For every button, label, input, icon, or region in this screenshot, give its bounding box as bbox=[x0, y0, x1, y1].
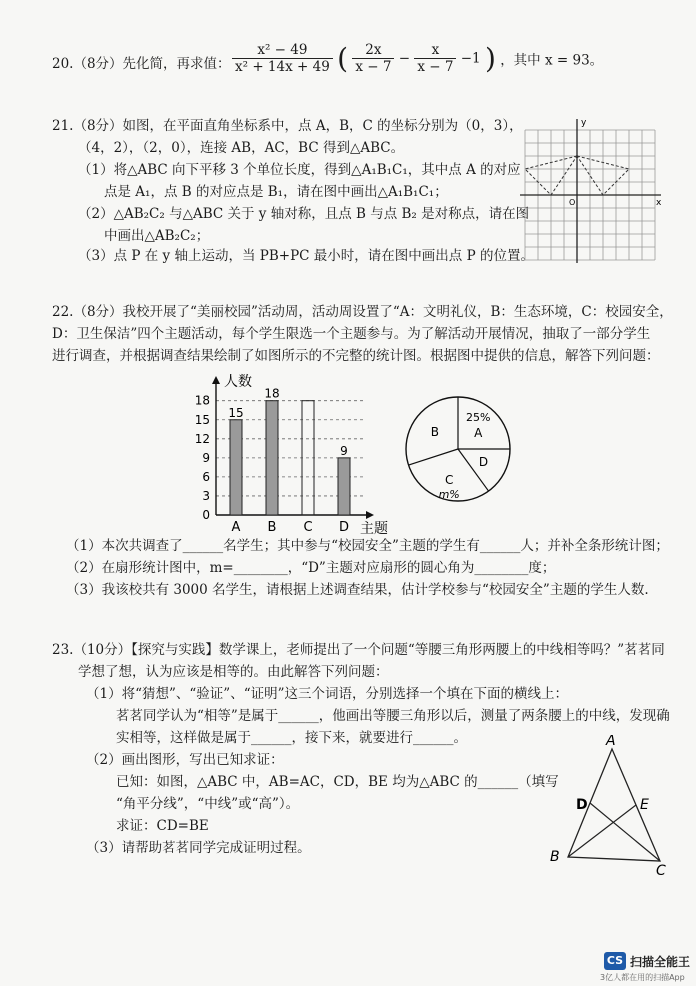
q22-line-3: 进行调查，并根据调查结果绘制了如图所示的不完整的统计图。根据图中提供的信息，解答下列问题： bbox=[52, 348, 660, 364]
q23-part-1a: 茗茗同学认为“相等”是属于______，他画出等腰三角形以后，测量了两条腰上的中线，发现确 bbox=[116, 708, 670, 724]
pie-slice-label: A bbox=[474, 425, 483, 440]
y-tick-label: 0 bbox=[202, 508, 210, 522]
bar-chart bbox=[190, 370, 390, 540]
q21-line-1: 21.（8分）如图，在平面直角坐标系中，点 A，B，C 的坐标分别为（0，3）， bbox=[52, 118, 523, 134]
y-tick-label: 3 bbox=[202, 488, 210, 503]
q23-line-2: 学想了想，认为应该是相等的。由此解答下列问题： bbox=[78, 664, 389, 680]
x-axis-arrow-icon bbox=[366, 511, 374, 519]
q21-part-3: （3）点 P 在 y 轴上运动，当 PB+PC 最小时，请在图中画出点 P 的位置。 bbox=[78, 248, 534, 264]
pie-slice-label: C bbox=[444, 473, 454, 488]
bar-data-label: 9 bbox=[340, 443, 348, 458]
q20-fraction-2: $\frac{2x}{x - 7}$ bbox=[352, 42, 394, 75]
q21-part-2b: 中画出△AB₂C₂； bbox=[104, 228, 210, 244]
close-paren: ) bbox=[484, 42, 496, 75]
q23-part-1b: 实相等，这样做是属于______，接下来，就要进行______。 bbox=[116, 730, 467, 746]
q23-line-1: 23.（10分）【探究与实践】数学课上，老师提出了一个问题“等腰三角形两腰上的中线相等吗？”茗茗同 bbox=[52, 642, 665, 658]
q20-fraction-1: $\frac{\text{x² − 49}}{\text{x² + 14x + 49}}$ bbox=[232, 42, 333, 75]
origin-label: O bbox=[569, 198, 576, 207]
q22-line-2: D：卫生保洁”四个主题活动，每个学生限选一个主题参与。为了解活动开展情况，抽取了一部分学生 bbox=[52, 326, 651, 342]
q22-part-2: （2）在扇形统计图中，m=________，“D”主题对应扇形的圆心角为________度； bbox=[66, 560, 556, 576]
q22-part-1: （1）本次共调查了______名学生；其中参与“校园安全”主题的学生有______人；并补全条形统计图； bbox=[66, 538, 669, 554]
q21-part-1: （1）将△ABC 向下平移 3 个单位长度，得到△A₁B₁C₁，其中点 A 的对应 bbox=[78, 162, 521, 178]
y-tick-label: 6 bbox=[202, 469, 210, 484]
bar bbox=[266, 401, 278, 515]
q23-part-1: （1）将“猜想”、“验证”、“证明”这三个词语，分别选择一个填在下面的横线上： bbox=[86, 686, 568, 702]
bar-xlabel: 主题 bbox=[360, 521, 388, 537]
bar bbox=[230, 420, 242, 515]
q23-part-2: （2）画出图形，写出已知求证： bbox=[86, 752, 284, 768]
q20-fraction-3: $\frac{x}{x - 7}$ bbox=[414, 42, 456, 75]
q20-expression bbox=[232, 42, 603, 75]
pie-slice-label: B bbox=[430, 425, 439, 440]
coordinate-grid bbox=[515, 115, 665, 265]
point-d: D bbox=[576, 797, 588, 813]
vertex-b: B bbox=[550, 849, 560, 865]
y-tick-label: 12 bbox=[194, 431, 210, 446]
y-tick-label: 15 bbox=[194, 412, 210, 427]
scanner-brand: 扫描全能王 bbox=[630, 955, 691, 969]
vertex-a: A bbox=[606, 735, 616, 749]
x-axis-label: x bbox=[656, 198, 662, 208]
isosceles-triangle-figure bbox=[540, 735, 680, 875]
point-e: E bbox=[640, 797, 649, 813]
q21-part-2: （2）△AB₂C₂ 与△ABC 关于 y 轴对称，且点 B 与点 B₂ 是对称点，请在图 bbox=[78, 206, 530, 222]
open-paren: ( bbox=[337, 42, 349, 75]
scanner-slogan: 3亿人都在用的扫描App bbox=[600, 973, 685, 982]
q23-part-3: （3）请帮助茗茗同学完成证明过程。 bbox=[86, 840, 311, 856]
y-tick-label: 9 bbox=[202, 450, 210, 465]
bar-data-label: 18 bbox=[264, 386, 280, 401]
q22-part-3: （3）我该校共有 3000 名学生，请根据上述调查结果，估计学校参与“校园安全”主题的学生人数. bbox=[66, 582, 649, 598]
bar-ylabel: 人数 bbox=[224, 374, 252, 390]
pie-slice-label: D bbox=[478, 454, 489, 469]
category-label: B bbox=[267, 520, 277, 535]
pie-divider bbox=[409, 449, 458, 465]
q23-prove: 求证：CD=BE bbox=[116, 818, 209, 834]
category-label: D bbox=[338, 520, 350, 535]
vertex-c: C bbox=[656, 863, 666, 875]
y-axis-arrow-icon bbox=[212, 376, 220, 384]
category-label: C bbox=[303, 520, 313, 535]
q23-known-b: “角平分线”，“中线”或“高”）。 bbox=[116, 796, 300, 812]
minus-sign: − bbox=[398, 50, 411, 67]
q23-known: 已知：如图，△ABC 中，AB=AC，CD，BE 均为△ABC 的______（填写 bbox=[116, 774, 559, 790]
bar bbox=[338, 458, 350, 515]
pie-percent-label: 25% bbox=[465, 410, 491, 424]
scanner-logo-icon: CS bbox=[604, 952, 626, 970]
y-axis-label: y bbox=[581, 118, 587, 128]
y-tick-label: 18 bbox=[194, 393, 210, 408]
bar-data-label: 15 bbox=[228, 405, 244, 420]
q21-part-1b: 点是 A₁，点 B 的对应点是 B₁，请在图中画出△A₁B₁C₁； bbox=[104, 184, 448, 200]
pie-percent-label: m% bbox=[438, 488, 460, 502]
minus-one: −1 bbox=[460, 50, 481, 67]
q21-line-2: （4，2），（2，0），连接 AB，AC，BC 得到△ABC。 bbox=[78, 140, 405, 156]
q22-line-1: 22.（8分）我校开展了“美丽校园”活动周，活动周设置了“A：文明礼仪，B：生态环境，C：校园安全， bbox=[52, 304, 673, 320]
category-label: A bbox=[231, 520, 241, 535]
q20-tail: ，其中 x = 93。 bbox=[500, 52, 604, 69]
q20-head: 20.（8分）先化简，再求值： bbox=[52, 56, 231, 72]
pie-chart bbox=[400, 395, 520, 505]
